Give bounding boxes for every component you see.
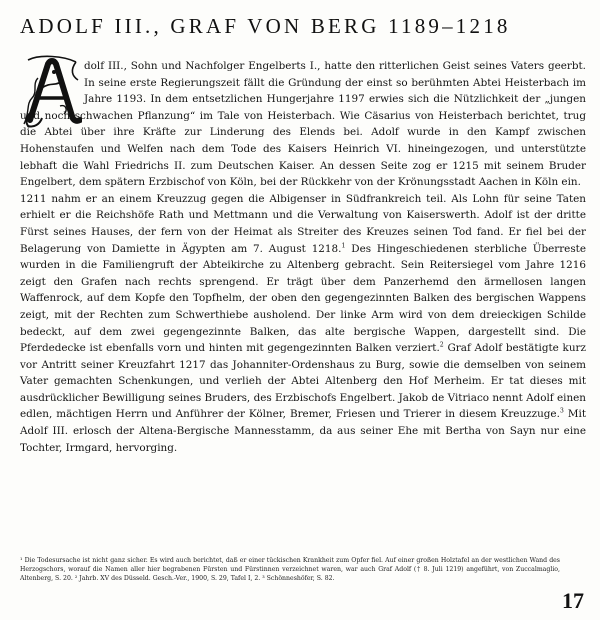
paragraph-2d-text: Mit Adolf III. erlosch der Altena-Bergische Mannesstamm, da aus seiner Ehe mit Bertha von Sayn nur eine Tochter, Irmgard, hervorging. (20, 408, 586, 454)
footnote-ref-3[interactable]: 3 (559, 408, 564, 415)
initial-spacer (20, 58, 84, 106)
paragraph-2 (20, 191, 586, 457)
paragraph-1-text: dolf III., Sohn und Nachfolger Engelberts I., hatte den ritterlichen Geist seines Vaters geerbt. In seine erste Regierungszeit fällt die Gründung der einst so berühmten Abtei Heisterbach im Jahre 1193. In dem entsetzlichen Hungerjahre 1197 erwies sich die Nützlichkeit der „jungen und noch schwachen Pflanzung“ im Tale von Heisterbach. Wie Cäsarius von Heisterbach berichtet, trug die Abtei über ihre Kräfte zur Linderung des Elends bei. Adolf wurde in den Kampf zwischen Hohenstaufen und Welfen nach dem Tode des Kaisers Heinrich VI. hineingezogen, und unterstützte lebhaft die Wahl Friedrichs II. zum Deutschen Kaiser. An dessen Seite zog er 1215 mit seinem Bruder Engelbert, dem spätern Erzbischof von Köln, bei der Rückkehr von der Krönungsstadt Aachen in Köln ein. (20, 60, 586, 189)
page-number: 17 (562, 588, 584, 613)
footnote-ref-1[interactable]: 1 (341, 242, 346, 250)
footnote-ref-2[interactable]: 2 (439, 341, 444, 349)
page-title: ADOLF III., GRAF VON BERG 1189–1218 (20, 14, 511, 38)
paragraph-2c-text: Graf Adolf bestätigte kurz vor Antritt seiner Kreuzfahrt 1217 das Johanniter-Ordenshaus zu Burg, sowie die demselben von seinem Vater gemachten Schenkungen, und verlieh der Abtei Altenberg den Hof Merheim. Er tat dieses mit ausdrücklicher Bewilligung seines Bruders, des Erzbischofs Engelbert. Jakob de Vitriaco nennt Adolf einen edlen, mächtigen Herrn und Anführer der Kölner, Bremer, Friesen und Trierer in diesem Kreuzzuge. (20, 342, 586, 421)
article-body (20, 58, 586, 456)
paragraph-2-text: 1211 nahm er an einem Kreuzzug gegen die Albigenser in Südfrankreich teil. Als Lohn für seine Taten erhielt er die Reichshöfe Rath und Mettmann und die Verwaltung von Kaiserswerth. Adolf ist der dritte Fürst seines Hauses, der fern von der Heimat als Streiter des Kreuzes seinen Tod fand. Er fiel bei der Belagerung von Damiette in Ägypten am 7. August 1218. (20, 192, 586, 255)
paragraph-2b-text: Des Hingeschiedenen sterbliche Überreste wurden in die Familiengruft der Abteikirche zu Altenberg gebracht. Sein Reitersiegel vom Jahre 1216 zeigt den Grafen nach rechts sprengend. Er trägt über dem Panzerhemd den ärmellosen langen Waffenrock, auf dem Kopfe den Topfhelm, der oben den gegengezinnten Balken des bergischen Wappens zeigt, mit der Rechten zum Schwerthiebe ausholend. Der linke Arm wird von dem dreieckigen Schilde bedeckt, auf dem zwei gegengezinnte Balken, das alte bergische Wappen, dargestellt sind. Die Pferdedecke ist ebenfalls vorn und hinten mit gegengezinnten Balken verziert. (20, 242, 586, 355)
footnotes: ¹ Die Todesursache ist nicht ganz sicher. Es wird auch berichtet, daß er einer tückischen Krankheit zum Opfer fiel. Auf einer großen Holztafel an der westlichen Wand des Herzogschors, worauf die Namen aller hier begrabenen Fürsten und Fürstinnen verzeichnet waren, war auch Graf Adolf († 8. Juli 1219) angeführt, von Zuccalmaglio, Altenberg, S. 20. ² Jahrb. XV des Düsseld. Gesch.-Ver., 1900, S. 29, Tafel I, 2. ³ Schönneshöfer, S. 82. (20, 557, 560, 582)
paragraph-1 (20, 58, 586, 191)
